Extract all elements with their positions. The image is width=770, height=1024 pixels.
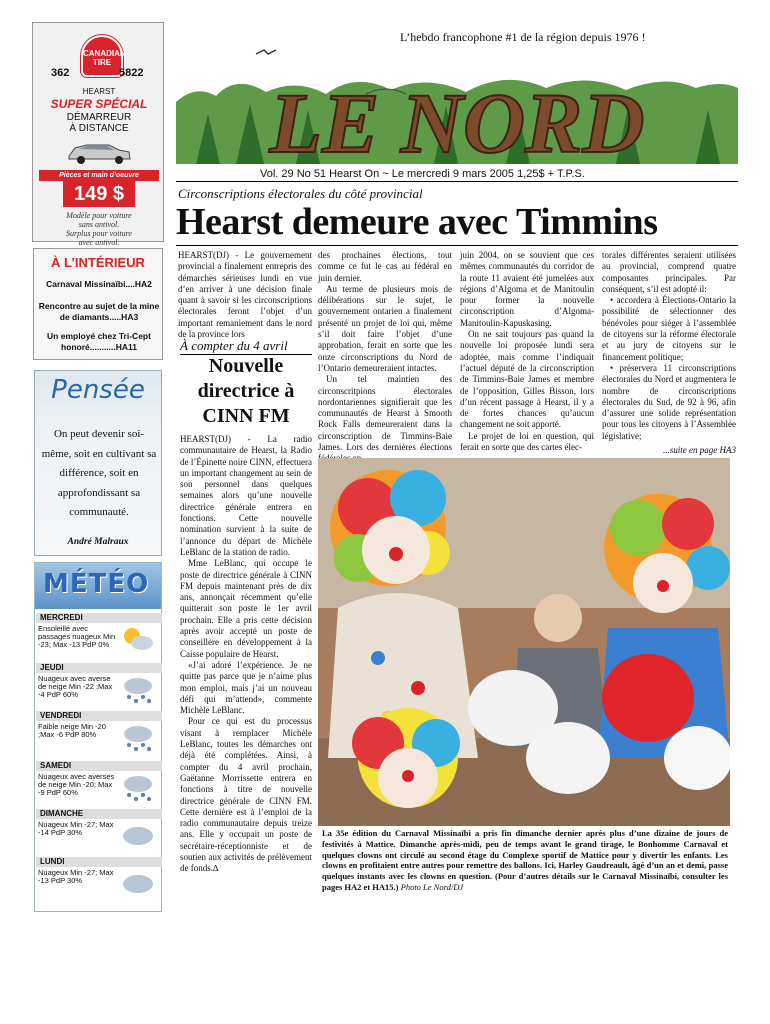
lead-kicker: Circonscriptions électorales du côté provincial (178, 186, 423, 201)
lead-column-4 (602, 250, 736, 456)
weather-day: DIMANCHE (36, 809, 162, 819)
snow-cloud-icon (121, 773, 155, 803)
lead-paragraph: torales différentes seraient utilisées au provincial, comprend quatre composantes principales. Par conséquent, s’il est adopté il: (602, 250, 736, 294)
ad-note-line: Surplus pour voiture (66, 229, 132, 238)
inside-box (33, 248, 163, 360)
inside-item[interactable]: Carnaval Missinaïbi....HA2 (46, 279, 152, 289)
second-paragraph: Mme LeBlanc, qui occupe le poste de directrice générale à CINN FM depuis maintenant près de dix ans, annonçait récemment qu’elle quitterait son poste le 1er avril prochain. Elle a pris cette décision après avoir accepté un poste de conseillère en développement à la Caisse populaire de Hearst. (180, 558, 312, 659)
pensee-quote: On peut devenir soi-même, soit en cultivant sa différence, soit en approfondissant sa communauté. (41, 428, 157, 518)
car-image (65, 138, 133, 166)
ad-city: HEARST (82, 87, 116, 96)
lead-column-3 (460, 250, 594, 453)
ad-note-line: Modèle pour voiture (66, 211, 132, 220)
lead-paragraph: HEARST(DJ) - Le gouvernement provincial a finalement entrepris des démarches sérieuses lundi en vue d’en arriver à une décision finale quant à savoir si les circonscriptions électorales feront l’objet d’un important remaniement dans le nord de la province lors (178, 250, 312, 340)
pensee-box (34, 370, 162, 556)
photo-caption (322, 828, 728, 893)
lead-paragraph: juin 2004, on se souvient que ces mêmes communautés du corridor de la route 11 avaient été jumelées aux régions d’Algoma et de Manitoulin pour former la nouvelle circonscription d’Algoma-Manitoulin-Kapuskasing. (460, 250, 594, 328)
tagline: L’hebdo francophone #1 de la région depuis 1976 ! (400, 30, 646, 44)
weather-forecast: Ensoleillé avec passages nuageux Min -23; Max -13 PdP 0% (38, 624, 116, 649)
ad-special: SUPER SPÉCIAL (50, 97, 148, 111)
pensee-author: André Malraux (67, 537, 129, 547)
meteo-title: MÉTÉO (43, 569, 150, 599)
continued-link[interactable]: ...suite en page HA3 (663, 445, 736, 456)
weather-day: MERCREDI (36, 613, 162, 623)
snow-cloud-icon (121, 675, 155, 705)
lead-paragraph: • préservera 11 circonscriptions électorales du Nord et augmentera le nombre de circonscriptions électorales du Sud, de 92 à 96, afin d’assurer une solide représentation pour tous les citoyens à l’Assemblée législative; (602, 362, 736, 441)
lead-column-2 (318, 250, 452, 465)
lead-paragraph: Un tel maintien des circonscritpions électorales nordontariennes signifierait que les communautés de Hearst à Smooth Rock Falls demeureraient dans la circonscription de Timmins-Baie James. Lors des dernières élections (318, 374, 452, 453)
lead-paragraph: Le projet de loi en question, qui ferait en sorte que des cartes élec- (460, 430, 594, 453)
second-paragraph: «J’ai adoré l’expérience. Je ne quitte pas parce que je n’aime plus mon emploi, mais j’ai un nouveau défi qui m’attend», commente Michèle LeBlanc. (180, 659, 312, 716)
weather-forecast: Nuageux avec averses de neige Min -20; Max -9 PdP 60% (38, 772, 115, 797)
ad-note (33, 211, 165, 247)
weather-day: SAMEDI (36, 761, 162, 771)
lead-column-1 (178, 250, 312, 340)
ad-product-line: À DISTANCE (69, 123, 129, 134)
weather-forecast: Faible neige Min -20 ;Max -6 PdP 80% (38, 722, 106, 739)
meteo-box (34, 562, 162, 912)
cloud-icon (121, 821, 155, 851)
clowns-photo (318, 458, 730, 826)
cloud-icon (121, 869, 155, 899)
inside-item[interactable]: Un employé chez Tri-Cept honoré...........HA11 (47, 331, 151, 352)
rule (176, 181, 738, 182)
weather-day: LUNDI (36, 857, 162, 867)
lead-paragraph: des prochaines élections, tout comme ce fut le cas au fédéral en juin dernier. (318, 250, 452, 283)
bird-icon (256, 50, 276, 54)
weather-forecast: Nuageux Min -27; Max -14 PdP 30% (38, 820, 114, 837)
weather-forecast: Nuageux Min -27; Max -13 PdP 30% (38, 868, 114, 885)
ad-note-line: avec antivol. (78, 238, 120, 247)
logo-text: LE NORD (269, 75, 645, 164)
sun-cloud-icon (121, 625, 155, 655)
lead-paragraph: On ne sait toujours pas quand la nouvelle loi proposée lundi sera adoptée, mais comme l’indiquait l’actuel député de la circonscription de Timmins-Baie James et membre de l’opposition, Gilles Bisson, lors d’un récent passage à Hearst, il y a de fortes chances qu’aucun changement ne soit apporté. (460, 329, 594, 430)
ad-product-line: DÉMARREUR (66, 112, 132, 123)
issue-line: Vol. 29 No 51 Hearst On ~ Le mercredi 9 mars 2005 1,25$ + T.P.S. (260, 168, 585, 180)
second-headline: Nouvelle directrice à CINN FM (197, 355, 295, 427)
inside-item[interactable]: Rencontre au sujet de la mine de diamants.....HA3 (38, 301, 160, 322)
pensee-title: Pensée (51, 375, 145, 405)
ad-phone-left: 362 (51, 67, 70, 79)
snow-cloud-icon (121, 723, 155, 753)
second-paragraph: HEARST(DJ) - La radio communautaire de Hearst, la Radio de l’Épinette noire CINN, effectuera un important changement au sein de son personnel dans quelques semaines alors qu’une nouvelle directrice générale entrera en fonctions. Cette nouvelle nomination survient à la suite de l’annonce du départ de Michèle LeBlanc de la station de radio. (180, 434, 312, 557)
inside-title: À L’INTÉRIEUR (51, 255, 145, 270)
canadian-tire-logo: CANADIAN TIRE (81, 35, 123, 77)
weather-forecast: Nuageux avec averse de neige Min -22 ;Max -4 PdP 60% (38, 674, 113, 699)
rule (176, 245, 738, 246)
masthead-logo (176, 44, 738, 164)
ad-phone-right: 5822 (119, 67, 144, 79)
ad-note-line: sans antivol. (78, 220, 120, 229)
weather-day: VENDREDI (36, 711, 162, 721)
ad-price: 149 $ (63, 181, 135, 207)
second-article-body (180, 434, 312, 875)
lead-paragraph: • accordera à Élections-Ontario la possibilité de sélectionner des bénévoles pour siéger à l’assemblée de citoyens sur la réforme électorale et au jury de citoyens sur le financement politique; (602, 295, 736, 362)
weather-day: JEUDI (36, 663, 162, 673)
photo-credit: Photo Le Nord/DJ (400, 881, 464, 892)
ad-parts-label: Pièces et main d’oeuvre (39, 170, 159, 181)
lead-headline: Hearst demeure avec Timmins (176, 201, 658, 243)
ad-product (33, 112, 165, 134)
second-paragraph: Pour ce qui est du processus visant à remplacer Michèle LeBlanc, toutes les démarches ont déjà été complétées. Ainsi, à compter du 4 avril prochain, Gaëtanne Morrissette entrera en fonctions à titre de nouvelle directrice générale de CINN FM. Cette dernière est à l’emploi de la radio communautaire depuis treize ans. Elle y occupait un poste de secrétaire-réceptionniste et de soutien aux activités de prélèvement de fonds.∆ (180, 716, 312, 874)
canadian-tire-ad (32, 22, 164, 247)
lead-paragraph: Au terme de plusieurs mois de délibérations sur le sujet, le gouvernement ontarien a finalement présenté un projet de loi qui, même s’il doit faire l’objet d’une approbation, ferait en sorte que les onze circonscriptions du Nord de l’Ontario demeureraient intactes. (318, 283, 452, 373)
second-kicker: À compter du 4 avril (180, 338, 312, 355)
meteo-header (35, 563, 161, 609)
caption-text: La 35e édition du Carnaval Missinaïbi a pris fin dimanche dernier après plus d’une dizaine de jours de festivités à Mattice. Dimanche après-midi, peu de temps avant le grand tirage, le Bonhomme Carnaval et quelques clowns ont circulé au second étage du Complexe sportif de Mattice pour y divertir les enfants. Les clowns en profitaient entre autres pour remettre des ballons. Ici, Harley Gaudreault, âgé d’un an et demi, passe quelques instants avec les clowns en question. (Pour d’autres détails sur le Carnaval Missinaïbi, consulter les pages HA2 et HA15.) (322, 828, 728, 892)
